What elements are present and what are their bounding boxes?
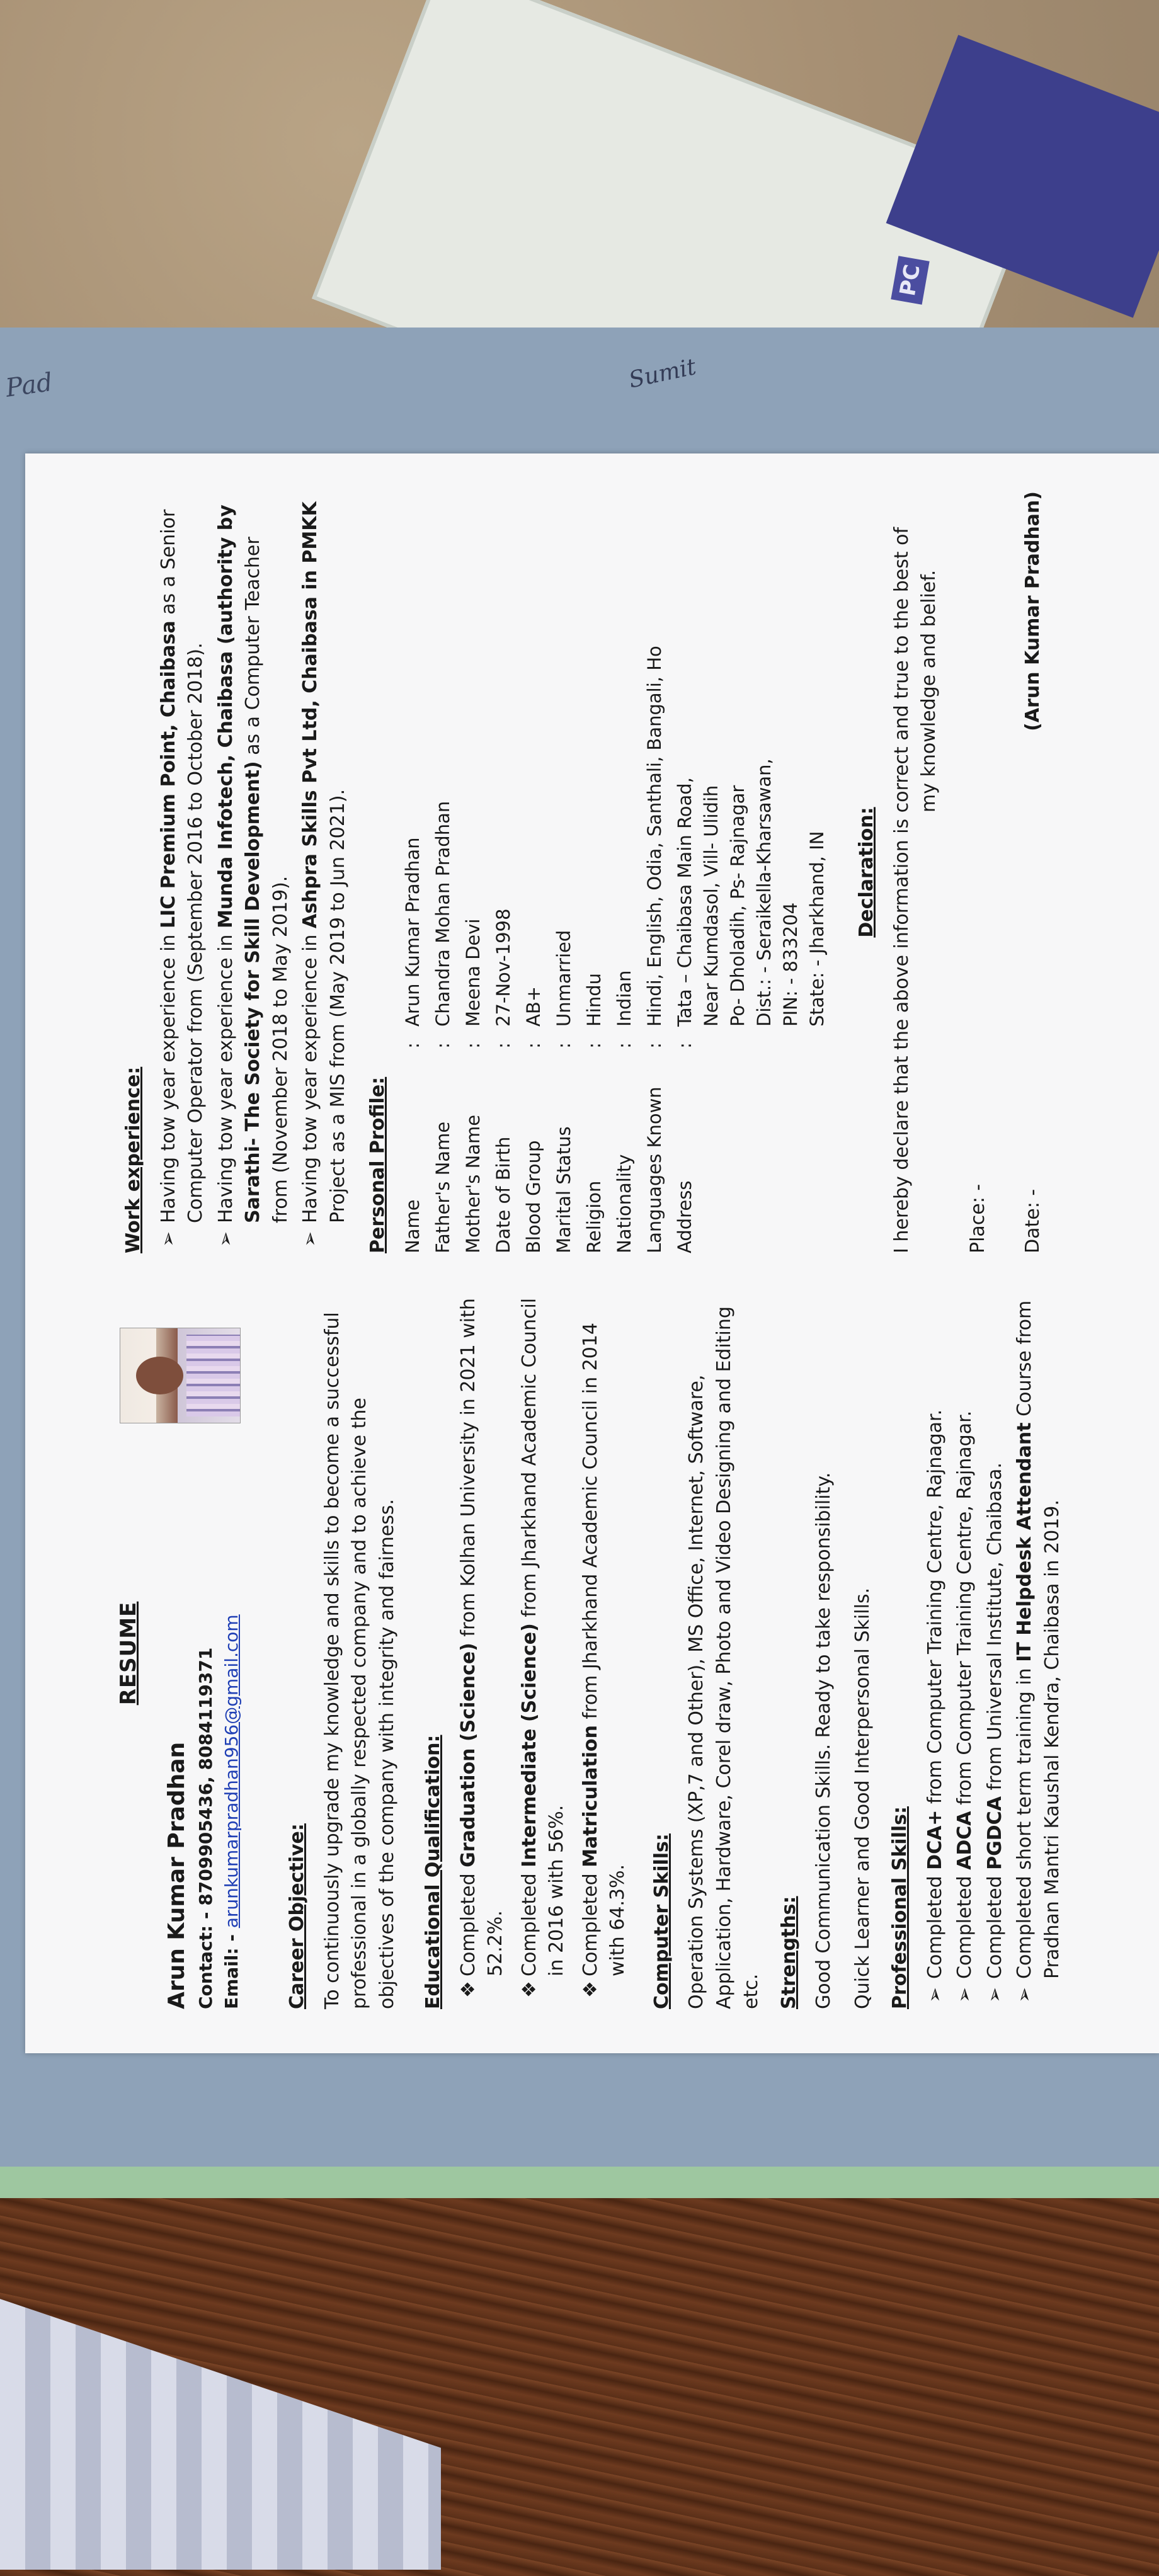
place-label: Place: - [966, 1183, 989, 1253]
right-column [120, 491, 1046, 1253]
profile-value: Indian [613, 970, 635, 1027]
professional-skills-list [922, 1297, 1066, 2009]
professional-skill-item [922, 1297, 949, 2009]
profile-row [520, 646, 551, 1253]
resume-header [161, 1505, 244, 2009]
education-item-pre: Completed [457, 1867, 479, 1976]
professional-skill-item [951, 1297, 979, 2009]
education-item-degree: Intermediate (Science) [518, 1623, 540, 1867]
contact-value: 8709905436, 8084119371 [195, 1647, 217, 1906]
box-label: PC [891, 256, 929, 305]
work-item-employer: Ashpra Skills Pvt Ltd, Chaibasa in PMKK [299, 501, 321, 929]
education-item [577, 1297, 632, 2009]
professional-skills-heading: Professional Skills: [889, 1806, 911, 2009]
skill-item-pre: Completed [954, 1869, 976, 1979]
education-item-post: from Jharkhand Academic Council in 2016 with 56%. [518, 1297, 568, 1976]
profile-row [551, 646, 581, 1253]
address-line: Dist.: - Seraikella-Kharsawan, [753, 758, 775, 1027]
profile-colon: : [462, 1042, 484, 1049]
work-experience-section [120, 491, 351, 1253]
education-item-post: from Kolhan University in 2021 with 52.2%. [457, 1298, 506, 1976]
address-line: Tata – Chaibasa Main Road, [673, 777, 695, 1027]
computer-skills-section [648, 1297, 765, 2009]
personal-profile-heading: Personal Profile: [367, 1076, 389, 1253]
professional-skill-item [1011, 1297, 1066, 2009]
address-line: Near Kumdasol, Vill- Ulidih [700, 785, 722, 1027]
skill-item-pre: Completed [923, 1869, 946, 1979]
resume-sheet [25, 453, 1159, 2053]
contact-line [193, 1505, 219, 2009]
professional-skills-section [886, 1297, 1066, 2009]
computer-skills-text: Operation Systems (XP,7 and Other), MS Office, Internet, Software, Application, Hardware, Corel draw, Photo and Video Designing and Editing etc. [685, 1306, 762, 2009]
education-item-post: from Jharkhand Academic Council in 2014 with 64.3%. [579, 1322, 629, 1976]
profile-row [611, 646, 641, 1253]
profile-key: Marital Status [552, 1126, 574, 1253]
work-item-post: as a Computer Teacher from (November 2018 to May 2019). [242, 537, 292, 1223]
arrow-bullet-icon: ➢ [1013, 1986, 1036, 2003]
profile-value: Hindu [583, 972, 605, 1027]
address-line: Po- Dholadih, Ps- Rajnagar [727, 785, 749, 1027]
left-column [283, 1297, 1068, 2009]
skill-item-pre: Completed [983, 1869, 1006, 1979]
profile-key: Name [401, 1199, 423, 1253]
work-item-pre: Having tow year experience in [299, 928, 321, 1223]
skill-item-course: IT Helpdesk Attendant [1013, 1422, 1036, 1662]
photo-face [136, 1357, 183, 1394]
arrow-bullet-icon: ➢ [923, 1986, 946, 2003]
profile-value: Meena Devi [462, 918, 484, 1027]
education-item-pre: Completed [518, 1867, 540, 1976]
declaration-text: I hereby declare that the above information is correct and true to the best of [890, 527, 913, 1253]
resume-title: RESUME [116, 1601, 141, 1706]
address-line: PIN: - 833204 [780, 902, 802, 1027]
strengths-line: Quick Learner and Good Interpersonal Skills. [851, 1587, 874, 2009]
handwritten-scribble: Pad [4, 367, 55, 403]
profile-row [399, 646, 430, 1253]
personal-profile-table [399, 646, 835, 1253]
date-label: Date: - [1022, 1188, 1044, 1253]
profile-colon: : [552, 1042, 574, 1049]
address-value [671, 646, 834, 1027]
strengths-section [775, 1297, 877, 2009]
education-item-degree: Matriculation [579, 1725, 602, 1867]
profile-photo [120, 1328, 241, 1423]
profile-row [641, 646, 671, 1253]
profile-value: 27-Nov-1998 [492, 908, 514, 1027]
skill-item-post: from Universal Institute, Chaibasa. [983, 1462, 1006, 1797]
work-item-post: as a Senior Computer Operator from (September 2016 to October 2018). [157, 509, 207, 1223]
work-experience-item [297, 491, 351, 1253]
profile-colon: : [643, 1042, 665, 1049]
profile-row [490, 646, 520, 1253]
work-item-employer: LIC Premium Point, Chaibasa [157, 620, 180, 929]
signature-name: (Arun Kumar Pradhan) [1021, 491, 1044, 731]
profile-key: Blood Group [522, 1140, 544, 1253]
profile-key: Address [673, 1180, 695, 1253]
address-line: State: - Jharkhand, IN [806, 831, 828, 1027]
work-item-pre: Having tow year experience in [157, 928, 180, 1223]
profile-colon: : [673, 1042, 695, 1049]
education-list [455, 1297, 632, 2009]
education-item-degree: Graduation (Science) [457, 1643, 479, 1867]
skill-item-course: ADCA [954, 1811, 976, 1870]
education-heading: Educational Qualification: [422, 1735, 444, 2009]
education-section [420, 1297, 632, 2009]
professional-skill-item [981, 1297, 1009, 2009]
profile-colon: : [613, 1042, 635, 1049]
work-experience-heading: Work experience: [122, 1066, 144, 1253]
skill-item-course: DCA+ [923, 1809, 946, 1870]
contact-label: Contact: - [195, 1912, 217, 2009]
profile-key: Father's Name [431, 1121, 454, 1253]
profile-key: Religion [583, 1180, 605, 1253]
email-line [219, 1505, 245, 2009]
profile-row [581, 646, 611, 1253]
skill-item-post: from Computer Training Centre, Rajnagar. [923, 1409, 946, 1810]
diamond-bullet-icon: ❖ [457, 1981, 479, 1998]
profile-row [460, 646, 490, 1253]
education-item-pre: Completed [579, 1867, 602, 1976]
work-item-employer: Munda Infotech, Chaibasa (authority by Sarathi- The Society for Skill Development) [214, 504, 264, 1223]
profile-colon: : [492, 1042, 514, 1049]
profile-value: Unmarried [552, 930, 574, 1027]
work-experience-item [155, 491, 210, 1253]
strengths-heading: Strengths: [777, 1896, 800, 2009]
profile-colon: : [401, 1042, 423, 1049]
career-objective-heading: Career Objective: [286, 1823, 308, 2009]
education-item [516, 1297, 571, 2009]
profile-key: Nationality [613, 1154, 635, 1253]
email-label: Email: - [220, 1934, 242, 2009]
skill-item-post: from Computer Training Centre, Rajnagar. [954, 1410, 976, 1811]
skill-item-post: Course from Pradhan Mantri Kaushal Kendra, Chaibasa in 2019. [1013, 1300, 1063, 1979]
resume-paper [25, 453, 1159, 2053]
arrow-bullet-icon: ➢ [157, 1231, 180, 1247]
skill-item-pre: Completed short term training in [1013, 1661, 1036, 1979]
arrow-bullet-icon: ➢ [954, 1986, 976, 2003]
profile-key: Languages Known [643, 1086, 665, 1253]
handwritten-signature: Sumit [626, 354, 699, 394]
education-item [455, 1297, 510, 2009]
profile-value: Chandra Mohan Pradhan [431, 801, 454, 1027]
email-link[interactable]: arunkumarpradhan956@gmail.com [220, 1614, 242, 1929]
profile-key: Date of Birth [492, 1136, 514, 1253]
profile-value: AB+ [522, 986, 544, 1027]
work-item-post: Project as a MIS from (May 2019 to Jun 2021). [326, 789, 349, 1223]
work-experience-item [212, 491, 295, 1253]
arrow-bullet-icon: ➢ [299, 1231, 321, 1247]
diamond-bullet-icon: ❖ [518, 1981, 540, 1998]
photo-shirt [186, 1335, 240, 1416]
profile-row [430, 646, 460, 1253]
profile-key: Mother's Name [462, 1114, 484, 1253]
personal-profile-section [364, 491, 834, 1253]
career-objective-text: To continuously upgrade my knowledge and skills to become a successful professional in a globally respected company and to achieve the objectives of the company with integrity and fairness. [321, 1312, 398, 2009]
profile-colon: : [583, 1042, 605, 1049]
work-item-pre: Having tow year experience in [214, 928, 237, 1223]
declaration-section [853, 491, 1046, 1253]
skill-item-course: PGDCA [983, 1796, 1006, 1870]
profile-colon: : [522, 1042, 544, 1049]
profile-value: Hindi, English, Odia, Santhali, Bangali, Ho [643, 646, 665, 1027]
profile-row-address [671, 646, 834, 1253]
profile-value: Arun Kumar Pradhan [401, 837, 423, 1027]
diamond-bullet-icon: ❖ [579, 1981, 602, 1998]
declaration-heading: Declaration: [855, 807, 878, 938]
work-experience-list [155, 491, 352, 1253]
career-objective-section [283, 1297, 401, 2009]
arrow-bullet-icon: ➢ [983, 1986, 1006, 2003]
candidate-name: Arun Kumar Pradhan [164, 1741, 190, 2009]
declaration-text: my knowledge and belief. [918, 569, 940, 812]
profile-colon: : [431, 1042, 454, 1049]
arrow-bullet-icon: ➢ [214, 1231, 237, 1247]
strengths-line: Good Communication Skills. Ready to take responsibility. [813, 1472, 835, 2009]
computer-skills-heading: Computer Skills: [650, 1833, 673, 2009]
